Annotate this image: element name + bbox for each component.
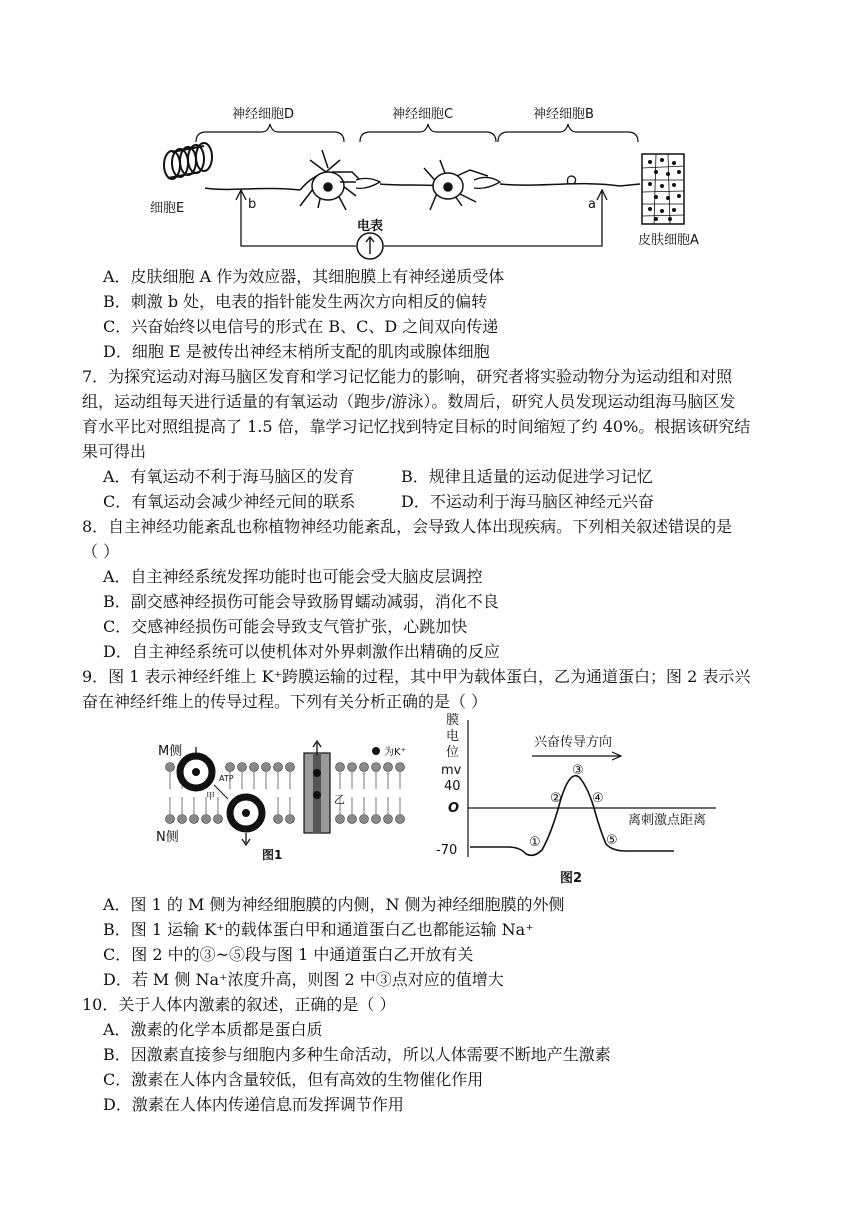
axon-fiber — [205, 188, 300, 190]
meter-wiring — [236, 190, 607, 246]
q7-option-a: A．有氧运动不利于海马脑区的发育 — [103, 467, 355, 486]
fig2-y-label-2: 电 — [446, 729, 460, 744]
q10-stem: 10．关于人体内激素的叙述，正确的是（ ） — [82, 995, 396, 1014]
fig1-m-side: M侧 — [158, 744, 183, 759]
fig1-yi: 乙 — [334, 793, 345, 806]
q7-option-d: D．不运动利于海马脑区神经元兴奋 — [401, 492, 654, 511]
fig2-point-2: ② — [550, 791, 562, 806]
fig2-tick-40: 40 — [444, 779, 461, 794]
q10-option-c: C．激素在人体内含量较低，但有高效的生物催化作用 — [103, 1070, 484, 1089]
muscle-cell-e — [164, 143, 212, 179]
fig1-n-side: N侧 — [156, 830, 179, 845]
fig1-atp: ATP — [219, 774, 234, 783]
fig2-y-unit: mv — [441, 763, 462, 778]
fig1-jia: 甲 — [206, 792, 216, 802]
neuron-b-body — [568, 176, 576, 184]
q9-option-b: B．图 1 运输 K⁺的载体蛋白甲和通道蛋白乙也都能运输 Na⁺ — [103, 920, 534, 939]
fig1-caption: 图1 — [262, 848, 283, 862]
label-point-b: b — [248, 197, 257, 212]
axon-c-in — [380, 184, 440, 186]
q6-option-b: B．刺激 b 处，电表的指针能发生两次方向相反的偏转 — [103, 292, 488, 311]
fig2-point-4: ④ — [592, 791, 604, 806]
q8-option-d: D．自主神经系统可以使机体对外界刺激作出精确的反应 — [103, 642, 500, 661]
label-cell-d: 神经细胞D — [232, 107, 295, 122]
fig1-k-legend: 为K⁺ — [384, 747, 406, 758]
synapse-cb — [474, 177, 500, 188]
q8-option-a: A．自主神经系统发挥功能时也可能会受大脑皮层调控 — [103, 567, 483, 586]
neuron-diagram — [0, 0, 868, 260]
fig2-tick-0: O — [448, 801, 460, 816]
q9-option-d: D．若 M 侧 Na⁺浓度升高，则图 2 中③点对应的值增大 — [103, 970, 504, 989]
q8-stem-line2: （ ） — [82, 542, 120, 561]
label-cell-c: 神经细胞C — [392, 107, 454, 122]
q7-stem-line2: 组，运动组每天进行适量的有氧运动（跑步/游泳）。数周后，研究人员发现运动组海马脑区发 — [82, 392, 736, 411]
label-meter: 电表 — [357, 219, 384, 234]
q7-option-b: B．规律且适量的运动促进学习记忆 — [401, 467, 653, 486]
fig2-caption: 图2 — [560, 871, 583, 886]
q9-option-a: A．图 1 的 M 侧为神经细胞膜的内侧，N 侧为神经细胞膜的外侧 — [103, 895, 565, 914]
q7-option-c: C．有氧运动会减少神经元间的联系 — [103, 492, 356, 511]
fig2-point-3: ③ — [572, 763, 584, 778]
q6-option-a: A．皮肤细胞 A 作为效应器，其细胞膜上有神经递质受体 — [103, 267, 505, 286]
q10-option-d: D．激素在人体内传递信息而发挥调节作用 — [103, 1095, 404, 1114]
fig2-direction: 兴奋传导方向 — [534, 735, 613, 750]
axon-b — [500, 184, 640, 186]
q9-option-c: C．图 2 中的③~⑤段与图 1 中通道蛋白乙开放有关 — [103, 945, 474, 964]
q9-stem-line1: 9．图 1 表示神经纤维上 K⁺跨膜运输的过程，其中甲为载体蛋白，乙为通道蛋白；图 2 表示兴 — [82, 667, 751, 686]
fig2-tick-m70: -70 — [436, 843, 458, 858]
q7-stem-line1: 7．为探究运动对海马脑区发育和学习记忆能力的影响，研究者将实验动物分为运动组和对照 — [82, 367, 733, 386]
q8-option-c: C．交感神经损伤可能会导致支气管扩张，心跳加快 — [103, 617, 468, 636]
fig2-point-1: ① — [529, 835, 541, 850]
q7-stem-line3: 育水平比对照组提高了 1.5 倍，靠学习记忆找到特定目标的时间缩短了约 40%。根据该研究结 — [82, 417, 751, 436]
q10-option-b: B．因激素直接参与细胞内多种生命活动，所以人体需要不断地产生激素 — [103, 1045, 611, 1064]
q8-option-b: B．副交感神经损伤可能会导致肠胃蠕动减弱，消化不良 — [103, 592, 499, 611]
direction-arrow — [532, 752, 621, 760]
q8-stem-line1: 8．自主神经功能紊乱也称植物神经功能紊乱，会导致人体出现疾病。下列相关叙述错误的是 — [82, 517, 733, 536]
brace-c — [360, 124, 496, 142]
fig2-y-label-3: 位 — [446, 745, 460, 760]
label-skin-a: 皮肤细胞A — [638, 233, 699, 248]
label-cell-b: 神经细胞B — [533, 107, 594, 122]
brace-b — [498, 124, 638, 142]
figure-2-action-potential — [0, 712, 868, 887]
skin-cell-a — [642, 154, 684, 224]
q9-stem-line2: 奋在神经纤维上的传导过程。下列有关分析正确的是（ ） — [82, 692, 488, 711]
q7-stem-line4: 果可得出 — [82, 442, 147, 461]
label-cell-e: 细胞E — [150, 201, 185, 216]
fig2-y-label-1: 膜 — [446, 713, 460, 728]
q10-option-a: A．激素的化学本质都是蛋白质 — [103, 1020, 323, 1039]
fig2-x-label: 离刺激点距离 — [628, 813, 707, 828]
fig2-point-5: ⑤ — [606, 833, 618, 848]
brace-d — [196, 124, 344, 142]
q6-option-c: C．兴奋始终以电信号的形式在 B、C、D 之间双向传递 — [103, 317, 499, 336]
label-point-a: a — [588, 197, 596, 212]
q6-option-d: D．细胞 E 是被传出神经末梢所支配的肌肉或腺体细胞 — [103, 342, 490, 361]
synapse-dc — [356, 178, 380, 188]
